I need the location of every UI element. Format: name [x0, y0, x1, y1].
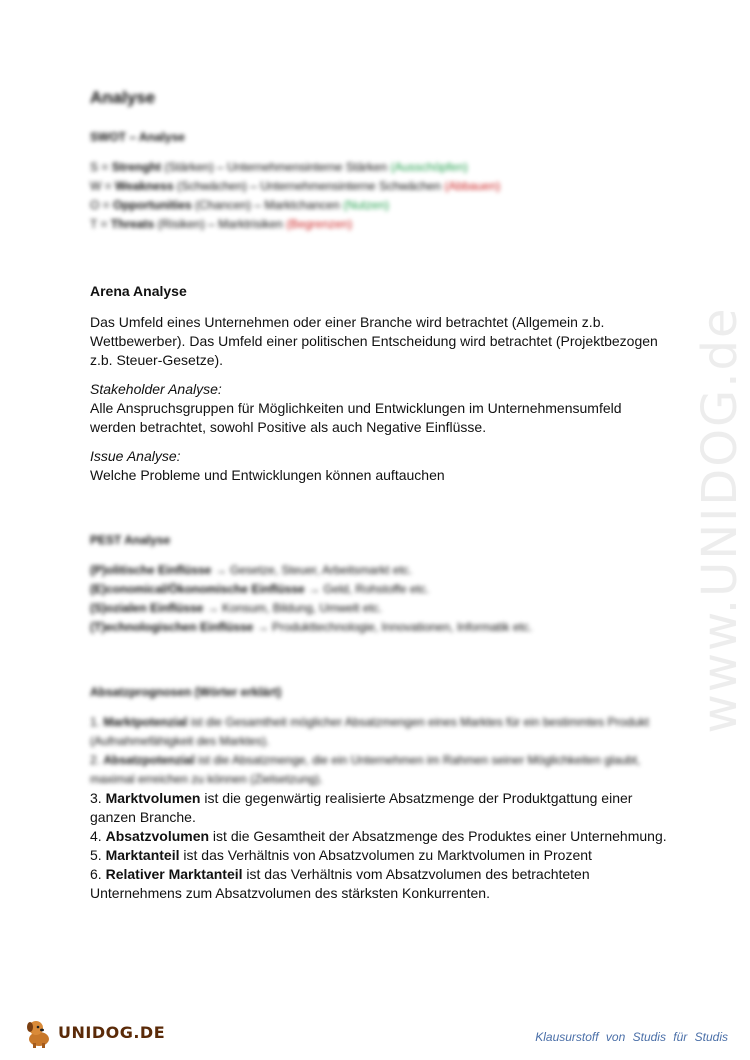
pest-line — [90, 561, 670, 580]
pest-desc: → Geld, Rohstoffe etc. — [304, 582, 430, 596]
swot-desc: (Risiken) – Marktrisiken — [154, 217, 287, 231]
pest-section — [90, 533, 670, 637]
item-number: 2. — [90, 753, 104, 767]
swot-line — [90, 177, 670, 196]
item-term: Relativer Marktanteil — [105, 866, 243, 882]
swot-desc: (Schwächen) – Unternehmensinterne Schwächen — [173, 179, 445, 193]
item-text: ist die Gesamtheit möglicher Absatzmengen eines Marktes für ein bestimmtes Produkt (Aufnahmefähigkeit des Marktes). — [90, 715, 649, 748]
item-text: ist die Absatzmenge, die ein Unternehmen im Rahmen seiner Möglichkeiten glaubt, maximal erreichen zu können (Zielsetzung). — [90, 753, 641, 786]
absatz-item — [90, 865, 670, 903]
document-content — [90, 88, 670, 903]
unidog-logo[interactable] — [22, 1014, 165, 1050]
pest-heading: PEST Analyse — [90, 533, 171, 547]
item-number: 4. — [90, 828, 106, 844]
swot-action: (Ausschöpfen) — [390, 160, 468, 174]
arena-section — [90, 282, 670, 485]
watermark: www.UNIDOG.de — [692, 306, 748, 734]
swot-line — [90, 215, 670, 234]
item-term: Marktpotenzial — [103, 715, 188, 729]
stakeholder-text: Alle Anspruchsgruppen für Möglichkeiten und Entwicklungen im Unternehmensumfeld werden betrachtet, sowohl Positive als auch Negative Einflüsse. — [90, 400, 622, 435]
absatz-item — [90, 751, 670, 789]
arena-intro: Das Umfeld eines Unternehmen oder einer Branche wird betrachtet (Allgemein z.b. Wettbewerber). Das Umfeld einer politischen Entscheidung wird betrachtet (Projektbezogen z.b. Steuer-Gesetze). — [90, 314, 658, 368]
swot-term: Opportunities — [113, 198, 192, 212]
item-term: Marktanteil — [105, 847, 180, 863]
item-text: ist die Gesamtheit der Absatzmenge des Produktes einer Unternehmung. — [209, 828, 667, 844]
pest-term: (S)ozialen Einflüsse — [90, 601, 204, 615]
swot-action: (Nutzen) — [343, 198, 390, 212]
absatz-item — [90, 713, 670, 751]
swot-action: (Begrenzen) — [286, 217, 353, 231]
swot-line — [90, 158, 670, 177]
pest-term: (P)olitische Einflüsse — [90, 563, 212, 577]
absatz-item — [90, 827, 670, 846]
swot-desc: (Stärken) – Unternehmensinterne Stärken — [161, 160, 391, 174]
absatz-item — [90, 789, 670, 827]
item-number: 6. — [90, 866, 106, 882]
pest-desc: → Konsum, Bildung, Umwelt etc. — [203, 601, 383, 615]
absatz-blurred-items — [90, 713, 670, 789]
swot-term: Threats — [110, 217, 155, 231]
issue-block — [90, 447, 670, 485]
page-title: Analyse — [90, 88, 156, 107]
pest-line — [90, 618, 670, 637]
footer-tagline: Klausurstoff von Studis für Studis — [535, 1030, 728, 1044]
issue-text: Welche Probleme und Entwicklungen können auftauchen — [90, 467, 445, 483]
item-text: ist die gegenwärtig realisierte Absatzmenge der Produktgattung einer ganzen Branche. — [90, 790, 633, 825]
item-text: ist das Verhältnis vom Absatzvolumen des betrachteten Unternehmens zum Absatzvolumen des stärksten Konkurrenten. — [90, 866, 590, 901]
item-number: 3. — [90, 790, 106, 806]
stakeholder-label: Stakeholder Analyse: — [90, 381, 222, 397]
pest-term: (E)conomical/Ökonomische Einflüsse — [90, 582, 305, 596]
absatz-item — [90, 846, 670, 865]
item-term: Absatzpotenzial — [103, 753, 195, 767]
pest-line — [90, 599, 670, 618]
item-text: ist das Verhältnis von Absatzvolumen zu Marktvolumen in Prozent — [179, 847, 592, 863]
swot-letter: O = — [90, 198, 114, 212]
swot-section — [90, 130, 670, 234]
pest-desc: → Gesetze, Steuer, Arbeitsmarkt etc. — [211, 563, 413, 577]
arena-heading: Arena Analyse — [90, 283, 187, 299]
absatz-heading: Absatzprognosen (Wörter erklärt) — [90, 685, 282, 699]
swot-heading: SWOT – Analyse — [90, 130, 185, 144]
swot-letter: T = — [90, 217, 111, 231]
item-number: 5. — [90, 847, 106, 863]
item-number: 1. — [90, 715, 104, 729]
swot-term: Strenght — [111, 160, 162, 174]
swot-line — [90, 196, 670, 215]
swot-letter: W = — [90, 179, 116, 193]
absatz-clear-items — [90, 789, 670, 903]
pest-term: (T)echnologischen Einflüsse — [90, 620, 254, 634]
logo-text: UNIDOG.DE — [58, 1022, 166, 1042]
item-term: Marktvolumen — [105, 790, 201, 806]
swot-action: (Abbauen) — [444, 179, 501, 193]
dog-mascot-icon — [22, 1015, 56, 1049]
pest-line — [90, 580, 670, 599]
pest-desc: → Produkttechnologie, Innovationen, Informatik etc. — [253, 620, 533, 634]
swot-desc: (Chancen) – Marktchancen — [191, 198, 344, 212]
swot-letter: S = — [90, 160, 112, 174]
item-term: Absatzvolumen — [105, 828, 210, 844]
swot-term: Weakness — [115, 179, 174, 193]
issue-label: Issue Analyse: — [90, 448, 181, 464]
absatz-section — [90, 685, 670, 903]
stakeholder-block — [90, 380, 670, 437]
